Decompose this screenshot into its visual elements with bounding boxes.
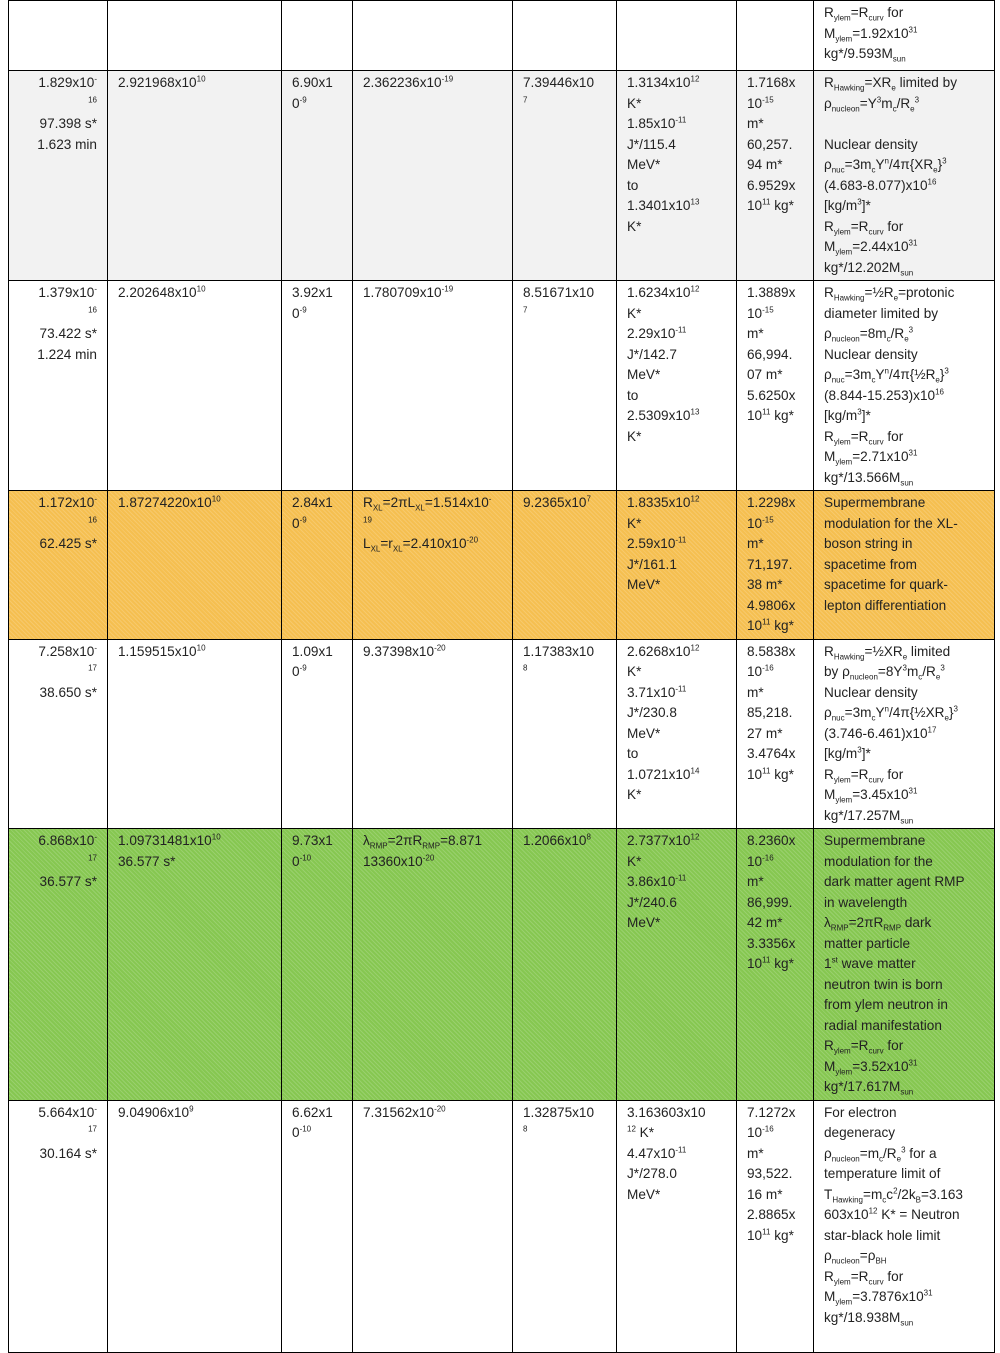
cell-line: 6.90x1 xyxy=(292,75,333,90)
factor-cell xyxy=(513,1100,617,1352)
cell-line: 17 xyxy=(88,1124,97,1134)
cell-line: MeV* xyxy=(627,915,661,930)
cell-line: $1.3401x10^{13}$ xyxy=(627,197,700,213)
time-cell xyxy=(9,829,108,1101)
cell-line: 27 m* xyxy=(747,725,783,741)
notes-cell xyxy=(814,829,995,1101)
cell-line: 8.2360x xyxy=(747,833,796,848)
radius-mass-cell xyxy=(737,1100,814,1352)
cell-line: 3.92x1 xyxy=(292,285,333,300)
cell-line: For electron xyxy=(824,1104,897,1120)
cell-line: 5.6250x xyxy=(747,387,796,403)
table-row xyxy=(9,491,995,640)
temperature-cell xyxy=(617,1100,737,1352)
cell-line: $0^{-9}$ xyxy=(292,663,307,679)
cell-line: 1.224 min xyxy=(37,346,97,362)
cell-line: Nuclear density xyxy=(824,346,918,362)
cell-line: $R_{ylem}=R_{curv}$ for xyxy=(824,218,904,237)
cell-line: 93,522. xyxy=(747,1166,793,1181)
cell-line: K* xyxy=(627,664,642,679)
cell-line: $1.159515x10^{10}$ xyxy=(118,642,206,659)
length-cell xyxy=(353,71,513,281)
cell-line: 66,994. xyxy=(747,346,793,362)
cell-line: $kg*/12.202M_{sun}$ xyxy=(824,259,914,278)
temperature-cell xyxy=(617,1,737,71)
cell-line: $3.71x10^{-11}$ xyxy=(627,683,687,700)
cell-line: $\rho_{nucleon}=m_c/R_e^3$ for a xyxy=(824,1144,937,1164)
cell-line: $10^{11}$ kg* xyxy=(747,1226,794,1243)
cell-line: 17 xyxy=(88,852,97,862)
cell-line: $0^{-9}$ xyxy=(292,94,307,111)
ratio-cell xyxy=(282,1100,353,1352)
cell-line: J*/115.4 xyxy=(627,136,676,152)
cell-line: m* xyxy=(747,1145,764,1161)
cell-line: $\rho_{nuc}=3m_cY^n/4\pi\{\frac{1}{2}XR_e\}^3$ xyxy=(824,704,958,723)
cell-line: K* xyxy=(627,305,642,321)
cell-line: 07 m* xyxy=(747,367,783,382)
cell-line: 73.422 s* xyxy=(39,326,97,341)
cell-line: 85,218. xyxy=(747,705,793,720)
cell-line: $L_{XL}=r_{XL}=2.410x10^{-20}$ xyxy=(363,535,479,554)
cell-line: m* xyxy=(747,536,764,551)
table-body xyxy=(9,1,995,1353)
length-cell xyxy=(353,1,513,71)
cell-line: $T_{Hawking}=m_cc^2/2k_B=3.163$ xyxy=(824,1185,963,1205)
cell-line: $2.362236x10^{-19}$ xyxy=(363,74,454,90)
cell-line: $10^{-16}$ xyxy=(747,663,774,679)
cell-line: $10^{11}$ kg* xyxy=(747,955,794,971)
factor-cell xyxy=(513,491,617,640)
temperature-cell xyxy=(617,639,737,829)
cell-line: $M_{ylem}=2.71x10^{31}$ xyxy=(824,448,918,467)
cell-line: $R_{ylem}=R_{curv}$ for xyxy=(824,1268,904,1287)
cell-line: Nuclear density xyxy=(824,136,918,152)
cell-line: 1.7168x xyxy=(747,75,796,90)
cell-line: $kg*/9.593M_{sun}$ xyxy=(824,46,906,64)
cell-line: $kg*/13.566M_{sun}$ xyxy=(824,469,914,488)
cell-line: 16 xyxy=(88,514,97,524)
table-row xyxy=(9,1,995,71)
cell-line: $1.87274220x10^{10}$ xyxy=(118,494,221,510)
cell-line: in wavelength xyxy=(824,894,908,910)
time-cell xyxy=(9,1100,108,1352)
cell-line: $2.7377x10^{12}$ xyxy=(627,832,700,848)
cell-line: $2.29x10^{-11}$ xyxy=(627,325,687,341)
temperature-cell xyxy=(617,281,737,491)
cell-line: radial manifestation xyxy=(824,1017,942,1033)
cell-line: K* xyxy=(627,787,642,802)
time-cell xyxy=(9,491,108,640)
cell-line: $R_{ylem}=R_{curv}$ for xyxy=(824,428,904,447)
cell-line: $3.86x10^{-11}$ xyxy=(627,873,687,889)
cell-line: from ylem neutron in xyxy=(824,997,948,1012)
cell-line: 97.398 s* xyxy=(39,116,97,131)
cell-line: K* xyxy=(627,853,642,869)
cell-line: $1.85x10^{-11}$ xyxy=(627,115,687,131)
cell-line: J*/240.6 xyxy=(627,894,677,910)
cell-line: MeV* xyxy=(627,367,661,382)
cell-line: 17 xyxy=(88,663,97,673)
cell-line: 3.3356x xyxy=(747,935,796,951)
cell-line: $kg*/17.617M_{sun}$ xyxy=(824,1079,914,1097)
factor-cell xyxy=(513,829,617,1101)
cell-line: $10^{11}$ kg* xyxy=(747,407,794,423)
temperature-cell xyxy=(617,829,737,1101)
notes-cell xyxy=(814,71,995,281)
cell-line: $10^{11}$ kg* xyxy=(747,617,794,633)
cell-line: $0^{-9}$ xyxy=(292,514,307,531)
value-cell xyxy=(108,639,282,829)
cell-line: to xyxy=(627,177,639,193)
cell-line: $\rho_{nucleon}=8m_c/R_e^3$ xyxy=(824,325,914,344)
cell-line: $7.31562x10^{-20}$ xyxy=(363,1103,446,1120)
value-cell xyxy=(108,1100,282,1352)
temperature-cell xyxy=(617,491,737,640)
cell-line: $0^{-9}$ xyxy=(292,304,307,321)
cell-line: to xyxy=(627,746,639,761)
cell-line: 71,197. xyxy=(747,556,793,572)
cell-line: 6.9529x xyxy=(747,177,796,193)
cell-line: 3.163603x10 xyxy=(627,1104,706,1120)
cell-line: $M_{ylem}=3.7876x10^{31}$ xyxy=(824,1288,933,1307)
cell-line: 7 xyxy=(523,304,528,314)
ratio-cell xyxy=(282,281,353,491)
cell-line: 16 xyxy=(88,304,97,314)
cell-line: $10^{-15}$ xyxy=(747,94,774,111)
notes-cell xyxy=(814,491,995,640)
cell-line: m* xyxy=(747,326,764,341)
cell-line: star-black hole limit xyxy=(824,1227,941,1243)
time-cell xyxy=(9,639,108,829)
cell-line: 1.623 min xyxy=(37,136,97,152)
notes-cell xyxy=(814,1,995,71)
cell-line: 2.84x1 xyxy=(292,495,333,510)
factor-cell xyxy=(513,281,617,491)
cell-line: Supermembrane xyxy=(824,495,926,510)
cell-line: $^{12}$ K* xyxy=(627,1124,655,1140)
cell-line: $10^{11}$ kg* xyxy=(747,765,794,782)
cell-line: K* xyxy=(627,95,642,111)
cell-line: 36.577 s* xyxy=(39,874,97,889)
cell-line: 9.73x1 xyxy=(292,833,333,848)
cell-line: $kg*/18.938M_{sun}$ xyxy=(824,1309,914,1328)
ratio-cell xyxy=(282,639,353,829)
cell-line: modulation for the xyxy=(824,853,933,869)
cell-line: 8 xyxy=(523,1124,528,1134)
cell-line: 2.8865x xyxy=(747,1207,796,1222)
radius-mass-cell xyxy=(737,491,814,640)
cell-line: $2.921968x10^{10}$ xyxy=(118,74,206,90)
cell-line: Supermembrane xyxy=(824,833,926,848)
cell-line: 30.164 s* xyxy=(39,1145,97,1161)
cell-line: 6.868x10- xyxy=(38,832,97,848)
table-row xyxy=(9,71,995,281)
cell-line: $R_{ylem}=R_{curv}$ for xyxy=(824,5,904,23)
cell-line: 1.829x10- xyxy=(38,74,97,90)
cell-line: $(3.746-6.461)x10^{17}$ xyxy=(824,724,937,741)
cell-line: 60,257. xyxy=(747,136,793,152)
cell-line: $\rho_{nuc}=3m_cY^n/4\pi\{\frac{1}{2}R_e\}^3$ xyxy=(824,366,949,385)
table-row xyxy=(9,1100,995,1352)
ratio-cell xyxy=(282,491,353,640)
ratio-cell xyxy=(282,829,353,1101)
cell-line: $1.0721x10^{14}$ xyxy=(627,765,700,782)
cell-line: $R_{ylem}=R_{curv}$ for xyxy=(824,766,904,785)
cell-line: $1.6234x10^{12}$ xyxy=(627,284,700,300)
notes-cell xyxy=(814,1100,995,1352)
cell-line: $0^{-10}$ xyxy=(292,1124,312,1140)
factor-cell xyxy=(513,1,617,71)
cell-line: m* xyxy=(747,684,764,700)
factor-cell xyxy=(513,639,617,829)
cell-line: K* xyxy=(627,218,642,234)
cell-line: 16 xyxy=(88,94,97,104)
cell-line: $10^{-16}$ xyxy=(747,1124,774,1140)
cell-line: 8.51671x10 xyxy=(523,285,595,300)
value-cell xyxy=(108,1,282,71)
cell-line: boson string in xyxy=(824,536,913,551)
cell-line: 1.09x1 xyxy=(292,643,333,659)
cell-line: $(8.844-15.253)x10^{16}$ xyxy=(824,386,944,403)
cell-line: 1.379x10- xyxy=(38,284,97,300)
cell-line: 62.425 s* xyxy=(39,536,97,551)
cell-line: $9.37398x10^{-20}$ xyxy=(363,642,446,659)
cell-line: 8.5838x xyxy=(747,643,796,659)
cell-line: 38 m* xyxy=(747,577,783,592)
cell-line: $[kg/m^3]*$ xyxy=(824,407,871,423)
cell-line: $\rho_{nucleon}=\rho_{BH}$ xyxy=(824,1248,887,1266)
cell-line: $R_{Hawking}=XR_e$ limited by xyxy=(824,75,957,93)
value-cell xyxy=(108,829,282,1101)
cell-line: $\lambda_{RMP}=2\pi R_{RMP}$ dark xyxy=(824,915,932,933)
cell-line: $2.5309x10^{13}$ xyxy=(627,407,700,423)
cell-line: degeneracy xyxy=(824,1125,896,1140)
cell-line: $603x10^{12}$ K* = Neutron xyxy=(824,1206,960,1222)
cell-line: $4.47x10^{-11}$ xyxy=(627,1144,687,1161)
cell-line: $R_{Hawking}=\frac{1}{2}R_e=protonic$ xyxy=(824,285,955,303)
cell-line: MeV* xyxy=(627,1186,661,1202)
cell-line: $M_{ylem}=2.44x10^{31}$ xyxy=(824,238,918,257)
cell-line: MeV* xyxy=(627,157,661,172)
cell-line: 8 xyxy=(523,663,528,673)
cell-line: $2.59x10^{-11}$ xyxy=(627,535,687,551)
cell-line: $10^{11}$ kg* xyxy=(747,197,794,213)
cell-line: 1st wave matter xyxy=(824,955,916,971)
cell-line: J*/142.7 xyxy=(627,346,677,362)
cell-line: $M_{ylem}=1.92x10^{31}$ xyxy=(824,24,918,44)
cell-line: 16 m* xyxy=(747,1186,783,1202)
cell-line: spacetime from xyxy=(824,556,917,572)
cell-line: spacetime for quark- xyxy=(824,577,948,592)
cell-line: $9.04906x10^9$ xyxy=(118,1103,194,1120)
radius-mass-cell xyxy=(737,639,814,829)
cell-line: $0^{-10}$ xyxy=(292,852,312,869)
cell-line: to xyxy=(627,387,639,403)
length-cell xyxy=(353,281,513,491)
cell-line: $10^{-16}$ xyxy=(747,852,774,869)
cell-line: $1.09731481x10^{10}$ xyxy=(118,832,221,848)
cell-line: modulation for the XL- xyxy=(824,515,958,531)
cell-line: $2.6268x10^{12}$ xyxy=(627,642,700,659)
cell-line: $R_{Hawking}=\frac{1}{2}XR_e$ limited xyxy=(824,643,951,662)
cell-line: $R_{XL}=2\pi L_{XL}=1.514x10^-$ xyxy=(363,494,492,513)
length-cell xyxy=(353,491,513,640)
cell-line: $(4.683-8.077)x10^{16}$ xyxy=(824,176,937,193)
cell-line: MeV* xyxy=(627,577,661,592)
cell-line: $[kg/m^3]*$ xyxy=(824,745,871,761)
cell-line: J*/278.0 xyxy=(627,1166,677,1181)
cell-line: 86,999. xyxy=(747,894,793,910)
temperature-cell xyxy=(617,71,737,281)
cell-line: $[kg/m^3]*$ xyxy=(824,197,871,213)
cell-line xyxy=(824,114,989,135)
value-cell xyxy=(108,281,282,491)
value-cell xyxy=(108,491,282,640)
cell-line: 7.258x10- xyxy=(38,642,97,659)
cell-line: neutron twin is born xyxy=(824,976,943,992)
notes-cell xyxy=(814,639,995,829)
cell-line: lepton differentiation xyxy=(824,597,947,613)
radius-mass-cell xyxy=(737,71,814,281)
ratio-cell xyxy=(282,71,353,281)
cell-line: 1.3889x xyxy=(747,285,796,300)
time-cell xyxy=(9,71,108,281)
cell-line: $13360x10^{-20}$ xyxy=(363,852,435,869)
length-cell xyxy=(353,639,513,829)
cell-line: $9.2365x10^7$ xyxy=(523,494,591,510)
cell-line: 7.39446x10 xyxy=(523,75,595,90)
cell-line: $1.3134x10^{12}$ xyxy=(627,74,700,90)
cell-line: $M_{ylem}=3.52x10^{31}$ xyxy=(824,1057,918,1077)
cell-line: temperature limit of xyxy=(824,1166,941,1181)
cell-line: $\rho_{nuc}=3m_cY^n/4\pi\{XR_e\}^3$ xyxy=(824,156,947,175)
value-cell xyxy=(108,71,282,281)
cell-line: $10^{-15}$ xyxy=(747,304,774,321)
cell-line: diameter limited by xyxy=(824,305,939,321)
cell-line: K* xyxy=(627,515,642,531)
cell-line: by $\rho_{nucleon}=8Y^3m_c/R_e^3$ xyxy=(824,663,945,682)
time-cell xyxy=(9,281,108,491)
cell-line: 19 xyxy=(363,514,372,524)
cell-line: 1.2298x xyxy=(747,495,796,510)
cell-line: 1.172x10- xyxy=(38,494,97,510)
cell-line: $kg*/17.257M_{sun}$ xyxy=(824,807,914,826)
cell-line: 1.17383x10 xyxy=(523,643,595,659)
cell-line: $\rho_{nucleon}=Y^3m_c/R_e^3$ xyxy=(824,94,920,114)
cell-line: 7 xyxy=(523,94,528,104)
table-row xyxy=(9,639,995,829)
cell-line: Nuclear density xyxy=(824,684,918,700)
cell-line: 6.62x1 xyxy=(292,1104,333,1120)
cell-line: dark matter agent RMP xyxy=(824,874,965,889)
cell-line: m* xyxy=(747,116,764,131)
cell-line: $1.8335x10^{12}$ xyxy=(627,494,700,510)
cell-line: J*/161.1 xyxy=(627,556,677,572)
cell-line: m* xyxy=(747,874,764,889)
table-row xyxy=(9,829,995,1101)
length-cell xyxy=(353,1100,513,1352)
cell-line: 36.577 s* xyxy=(118,853,176,869)
cell-line: 42 m* xyxy=(747,915,783,930)
cell-line: 94 m* xyxy=(747,157,783,172)
cell-line: 3.4764x xyxy=(747,746,796,761)
cell-line: 5.664x10- xyxy=(38,1103,97,1120)
cell-line: $1.2066x10^8$ xyxy=(523,832,591,848)
cell-line: $2.202648x10^{10}$ xyxy=(118,284,206,300)
cell-line: 1.32875x10 xyxy=(523,1104,595,1120)
radius-mass-cell xyxy=(737,1,814,71)
length-cell xyxy=(353,829,513,1101)
cell-line: J*/230.8 xyxy=(627,705,677,720)
data-table xyxy=(8,0,995,1353)
cell-line: 7.1272x xyxy=(747,1104,796,1120)
cell-line: $10^{-15}$ xyxy=(747,514,774,531)
radius-mass-cell xyxy=(737,829,814,1101)
cell-line: MeV* xyxy=(627,725,661,741)
cell-line: 38.650 s* xyxy=(39,684,97,700)
cell-line: $M_{ylem}=3.45x10^{31}$ xyxy=(824,786,918,805)
table-row xyxy=(9,281,995,491)
cell-line: K* xyxy=(627,428,642,444)
factor-cell xyxy=(513,71,617,281)
ratio-cell xyxy=(282,1,353,71)
radius-mass-cell xyxy=(737,281,814,491)
notes-cell xyxy=(814,281,995,491)
cell-line: $R_{ylem}=R_{curv}$ for xyxy=(824,1038,904,1056)
time-cell xyxy=(9,1,108,71)
cell-line: 4.9806x xyxy=(747,597,796,613)
cell-line: $\lambda_{RMP}=2\pi R_{RMP}=8.871$ xyxy=(363,833,483,851)
cell-line: matter particle xyxy=(824,935,911,951)
cell-line: $1.780709x10^{-19}$ xyxy=(363,284,454,300)
